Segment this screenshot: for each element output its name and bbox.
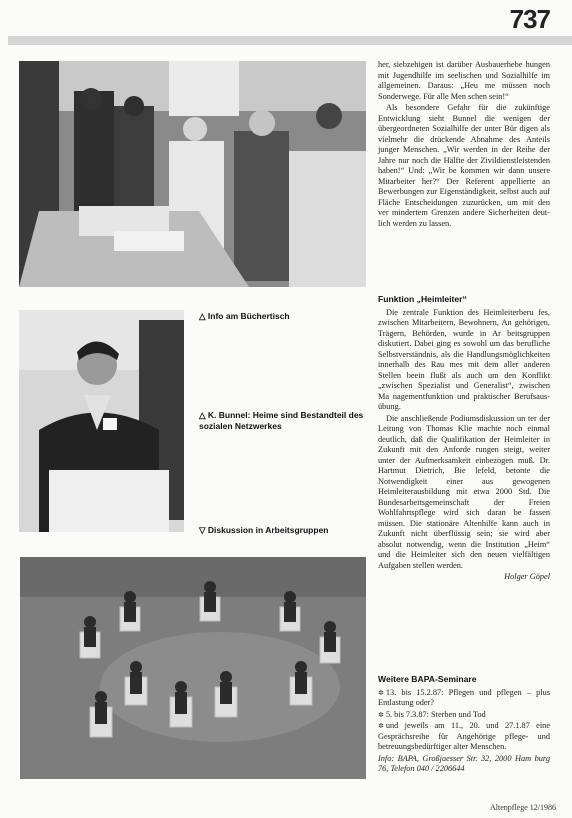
bullet-icon: ✲ [378, 688, 384, 697]
header-rule [8, 36, 572, 45]
page-number: 737 [509, 4, 550, 34]
article-column-middle [378, 294, 550, 583]
caption-book-table: △ Info am Büchertisch [199, 311, 290, 321]
footer-issue: Altenpflege 12/1986 [490, 803, 556, 812]
article-column-top [378, 60, 550, 230]
paragraph: her, siebzehigen ist darüber Ausbauerhebe hungen mit Jugendhilfe im seelischen und Sozialhilfe im allgemeinen. Daraus: „Heu me müssen noch Sonderwege. Für alle Men schen sein!“ [378, 60, 550, 101]
photo-speaker-image [19, 310, 184, 532]
photo-book-table [19, 61, 366, 287]
photo-discussion-group [20, 557, 366, 779]
bullet-icon: ✲ [378, 722, 384, 730]
bullet-icon: ✲ [378, 710, 384, 719]
photo-book-table-image [19, 61, 366, 287]
photo-speaker [19, 310, 184, 532]
seminar-box [378, 674, 550, 776]
paragraph: Die zentrale Funktion des Heimleiterberu fes, zwischen Mitarbeitern, Bewohnern, An gehörigen, Trägern, Behörden, wurde in Ar beitsgruppen diskutiert. Dabei ging es sowohl um das berufliche Selbstverständnis, als die Handlungsmöglichkeiten innerhalb des Rau mes mit dem aller anderen Stellen beein flußt als auch um den Konflikt „zwischen Spezialist und Generalist“, zwischen Ma nagementfunktion und praktischer Berufsaus übung. [378, 307, 550, 411]
seminar-item: ✲ 5. bis 7.3.87: Sterben und Tod [378, 709, 486, 719]
seminar-heading: Weitere BAPA-Seminare [378, 674, 477, 684]
caption-speaker: △ K. Bunnel: Heime sind Bestandteil des sozialen Netzwerkes [199, 410, 364, 431]
paragraph: Die anschließende Podiumsdiskussion un ter der Leitung von Thomas Klie machte noch einmal deutlich, daß die Qualifikation der Heimleiter in Zukunft mit den Anforde rungen steigt, weiter unter der Aufmerksamkeit einbezogen muß. Dr. Hartmut Dietrich, Bie lefeld, betonte die Notwendigkeit einer aus gewogenen Heimleiterausbildung mit etwa 2000 Std. Die Bundesarbeitsgemeinschaft der Freien Wohlfahrtspflege wird sich daran be fassen müssen. Die stationäre Altenhilfe kann auch in Zukunft nicht überflüssig sein; sie wird aber absolut notwendig, wenn die Institution „Heim“ und die Heimleiter sich den neuen vielfältigen Aufgaben stellen werden. [378, 413, 550, 570]
caption-discussion: ▽ Diskussion in Arbeitsgruppen [199, 525, 329, 535]
seminar-item: ✲ 13. bis 15.2.87: Pflegen und pflegen – plus Entlastung oder? [378, 687, 550, 707]
seminar-address: Info: BAPA, Großjaesser Str. 32, 2000 Ham burg 76, Telefon 040 / 2206644 [378, 753, 550, 773]
seminar-item: ✲ und jeweils am 11., 20. und 27.1.87 eine Gesprächsreihe für Angehörige pflege- und betreuungsbedürftiger alter Menschen. [378, 721, 550, 751]
paragraph: Als besondere Gefahr für die zukünftige Entwicklung sieht Bunnel die wenigen der übergeordneten Sozialhilfe der unter Bür digen als vielmehr die drückende Abnahme des Anteils junger Menschen. „Wir werden in der Reihe der Jahre nur noch die Hälfte der Zivildienstleistenden haben!“ Und: „Wir be kommen wir dann unsere Mitarbeiter her?“ Der Referent appellierte an Bewerbungen zur Eigenständigkeit, selbst auch auf Fläche Entscheidungen zuzurücken, um mit den ver mindertem Grenzen andere Sicherheiten deut lich werden zu lassen. [378, 103, 550, 228]
author-signature: Holger Göpel [504, 572, 550, 581]
section-heading: Funktion „Heimleiter“ [378, 294, 467, 304]
photo-discussion-group-image [20, 557, 366, 779]
